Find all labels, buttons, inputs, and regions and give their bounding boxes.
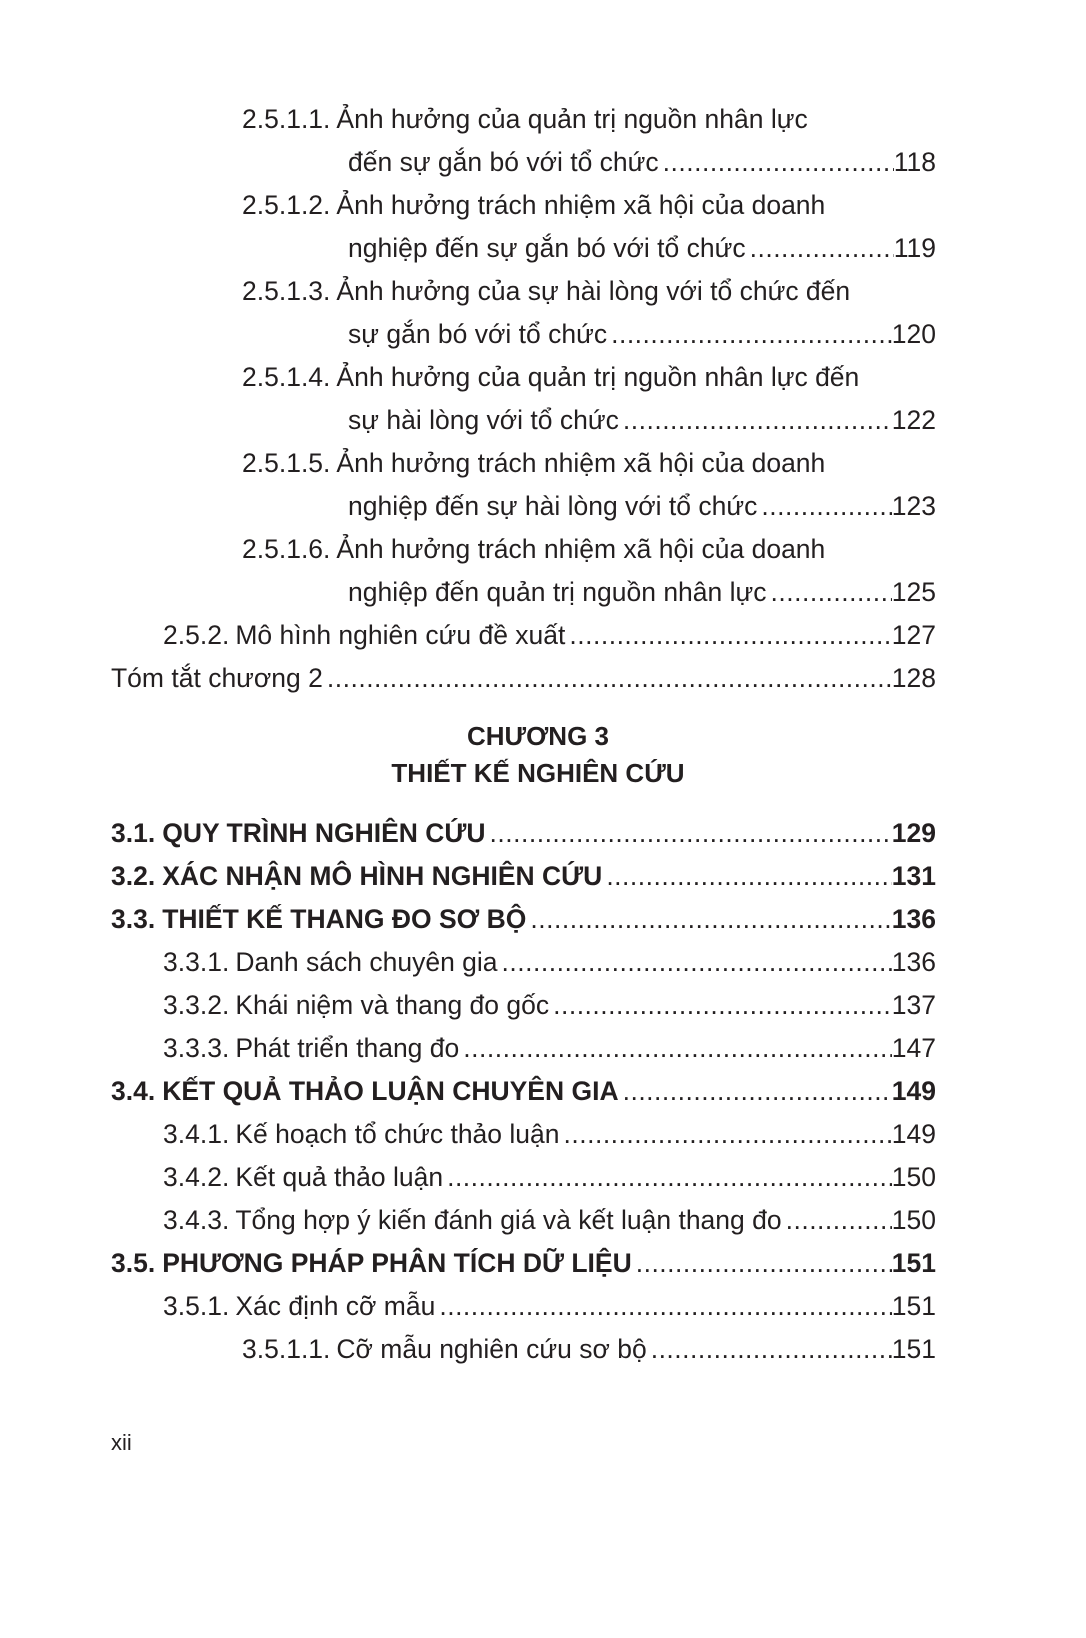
dot-leader — [771, 571, 892, 614]
entry-title: Ảnh hưởng của quản trị nguồn nhân lực — [336, 104, 808, 134]
entry-number: 2.5.1.5. — [242, 448, 331, 478]
entry-title: Mô hình nghiên cứu đề xuất — [235, 620, 566, 650]
entry-page-number: 151 — [891, 1291, 936, 1321]
entry-number: 3.5. — [111, 1248, 156, 1278]
entry-title: Kế hoạch tổ chức thảo luận — [235, 1119, 560, 1149]
dot-leader — [447, 1156, 892, 1199]
entry-number: 3.4.1. — [163, 1119, 230, 1149]
entry-page-number: 136 — [891, 904, 936, 934]
entry-page-number: 122 — [891, 405, 936, 435]
dot-leader — [490, 812, 892, 855]
entry-number: 3.4. — [111, 1076, 156, 1106]
toc-entry-line — [0, 1027, 1086, 1070]
entry-number: 3.3.3. — [163, 1033, 230, 1063]
toc-entry-line — [0, 1242, 1086, 1285]
entry-page-number: 151 — [891, 1334, 936, 1364]
entry-number: 2.5.2. — [163, 620, 230, 650]
toc-entry-line — [0, 1070, 1086, 1113]
toc-entry-line — [0, 270, 1086, 313]
entry-title: Khái niệm và thang đo gốc — [235, 990, 550, 1020]
dot-leader — [623, 1070, 892, 1113]
toc-entry-line — [0, 812, 1086, 855]
entry-page-number: 149 — [891, 1076, 936, 1106]
entry-title: XÁC NHẬN MÔ HÌNH NGHIÊN CỨU — [162, 861, 603, 891]
entry-title: Cỡ mẫu nghiên cứu sơ bộ — [336, 1334, 647, 1364]
dot-leader — [623, 399, 892, 442]
toc-entry-line — [0, 528, 1086, 571]
toc-entry-line — [0, 984, 1086, 1027]
entry-number: 2.5.1.1. — [242, 104, 331, 134]
entry-number: 3.2. — [111, 861, 156, 891]
dot-leader — [463, 1027, 892, 1070]
entry-title: Ảnh hưởng của quản trị nguồn nhân lực đến — [336, 362, 860, 392]
dot-leader — [663, 141, 894, 184]
toc-entry-line — [0, 1328, 1086, 1371]
entry-title: Ảnh hưởng của sự hài lòng với tổ chức đến — [336, 276, 851, 306]
toc-entry-line — [0, 1113, 1086, 1156]
dot-leader — [786, 1199, 892, 1242]
toc-entry-line — [0, 485, 1086, 528]
entry-page-number: 147 — [891, 1033, 936, 1063]
entry-number: 2.5.1.3. — [242, 276, 331, 306]
entry-title: sự gắn bó với tổ chức — [348, 319, 608, 349]
dot-leader — [651, 1328, 892, 1371]
toc-section-chapter-2 — [0, 98, 1086, 700]
entry-number: 3.5.1.1. — [242, 1334, 331, 1364]
entry-page-number: 119 — [893, 233, 936, 263]
dot-leader — [327, 657, 892, 700]
toc-entry-line — [0, 399, 1086, 442]
entry-title: QUY TRÌNH NGHIÊN CỨU — [162, 818, 486, 848]
entry-number: 3.3.1. — [163, 947, 230, 977]
entry-number: 3.4.2. — [163, 1162, 230, 1192]
entry-number: 2.5.1.6. — [242, 534, 331, 564]
entry-page-number: 149 — [891, 1119, 936, 1149]
dot-leader — [564, 1113, 892, 1156]
table-of-contents — [0, 98, 1086, 1371]
dot-leader — [750, 227, 894, 270]
entry-title: nghiệp đến quản trị nguồn nhân lực — [348, 577, 767, 607]
entry-title: sự hài lòng với tổ chức — [348, 405, 619, 435]
entry-number: 3.3.2. — [163, 990, 230, 1020]
toc-entry-line — [0, 1156, 1086, 1199]
entry-page-number: 129 — [891, 818, 936, 848]
entry-number: 3.4.3. — [163, 1205, 230, 1235]
entry-title: Ảnh hưởng trách nhiệm xã hội của doanh — [336, 190, 826, 220]
toc-entry-line — [0, 141, 1086, 184]
chapter-title: THIẾT KẾ NGHIÊN CỨU — [391, 758, 685, 788]
entry-page-number: 125 — [891, 577, 936, 607]
entry-title: Phát triển thang đo — [235, 1033, 460, 1063]
toc-entry-line — [0, 1199, 1086, 1242]
entry-page-number: 128 — [891, 663, 936, 693]
entry-number: 3.1. — [111, 818, 156, 848]
entry-title: PHƯƠNG PHÁP PHÂN TÍCH DỮ LIỆU — [162, 1248, 632, 1278]
toc-entry-line — [0, 657, 1086, 700]
dot-leader — [553, 984, 892, 1027]
toc-entry-line — [0, 898, 1086, 941]
dot-leader — [611, 313, 892, 356]
toc-entry-line — [0, 184, 1086, 227]
toc-entry-line — [0, 614, 1086, 657]
entry-title: nghiệp đến sự gắn bó với tổ chức — [348, 233, 746, 263]
entry-number: 3.3. — [111, 904, 156, 934]
toc-entry-line — [0, 1285, 1086, 1328]
dot-leader — [761, 485, 891, 528]
dot-leader — [569, 614, 891, 657]
toc-entry-line — [0, 571, 1086, 614]
entry-title: Tóm tắt chương 2 — [111, 663, 323, 693]
entry-number: 3.5.1. — [163, 1291, 230, 1321]
dot-leader — [530, 898, 891, 941]
dot-leader — [606, 855, 891, 898]
dot-leader — [439, 1285, 891, 1328]
entry-page-number: 120 — [891, 319, 936, 349]
entry-number: 2.5.1.2. — [242, 190, 331, 220]
dot-leader — [636, 1242, 892, 1285]
entry-page-number: 150 — [891, 1205, 936, 1235]
toc-entry-line — [0, 227, 1086, 270]
entry-page-number: 151 — [891, 1248, 936, 1278]
toc-entry-line — [0, 442, 1086, 485]
entry-page-number: 127 — [891, 620, 936, 650]
dot-leader — [502, 941, 892, 984]
toc-section-chapter-3 — [0, 812, 1086, 1371]
toc-entry-line — [0, 313, 1086, 356]
entry-title: Xác định cỡ mẫu — [235, 1291, 436, 1321]
entry-number: 2.5.1.4. — [242, 362, 331, 392]
entry-page-number: 136 — [891, 947, 936, 977]
entry-page-number: 123 — [891, 491, 936, 521]
toc-entry-line — [0, 356, 1086, 399]
chapter-label: CHƯƠNG 3 — [467, 721, 609, 751]
entry-title: Ảnh hưởng trách nhiệm xã hội của doanh — [336, 534, 826, 564]
entry-title: Tổng hợp ý kiến đánh giá và kết luận thang đo — [235, 1205, 782, 1235]
entry-title: Danh sách chuyên gia — [235, 947, 498, 977]
toc-entry-line — [0, 855, 1086, 898]
entry-title: nghiệp đến sự hài lòng với tổ chức — [348, 491, 758, 521]
entry-title: đến sự gắn bó với tổ chức — [348, 147, 659, 177]
chapter-heading — [0, 700, 1086, 812]
entry-page-number: 131 — [891, 861, 936, 891]
toc-entry-line — [0, 941, 1086, 984]
entry-title: THIẾT KẾ THANG ĐO SƠ BỘ — [162, 904, 527, 934]
entry-page-number: 137 — [891, 990, 936, 1020]
toc-entry-line — [0, 98, 1086, 141]
page-number: xii — [111, 1430, 132, 1455]
entry-page-number: 150 — [891, 1162, 936, 1192]
entry-title: Ảnh hưởng trách nhiệm xã hội của doanh — [336, 448, 826, 478]
entry-title: KẾT QUẢ THẢO LUẬN CHUYÊN GIA — [162, 1076, 619, 1106]
entry-page-number: 118 — [893, 147, 936, 177]
entry-title: Kết quả thảo luận — [235, 1162, 444, 1192]
